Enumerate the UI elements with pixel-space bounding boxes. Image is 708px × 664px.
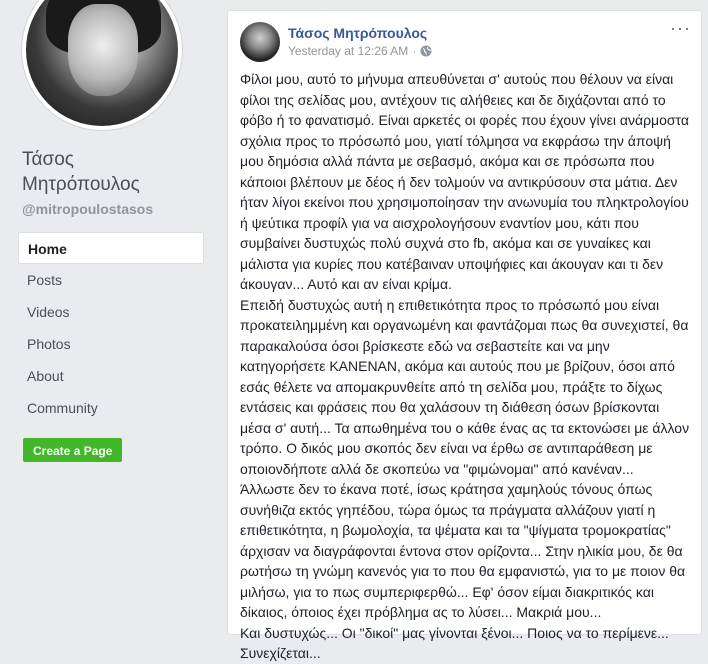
globe-icon[interactable]: [420, 45, 432, 57]
more-options-icon[interactable]: ···: [670, 18, 691, 38]
post-author-name[interactable]: Τάσος Μητρόπουλος: [288, 25, 428, 41]
create-page-button[interactable]: Create a Page: [23, 438, 122, 462]
post-author-avatar[interactable]: [240, 22, 280, 62]
nav-item-videos[interactable]: Videos: [27, 304, 70, 320]
nav-item-about[interactable]: About: [27, 368, 64, 384]
nav-item-community[interactable]: Community: [27, 400, 98, 416]
nav-item-home[interactable]: Home: [18, 232, 204, 264]
profile-picture[interactable]: [22, 0, 182, 130]
post-paragraph: Φίλοι μου, αυτό το μήνυμα απευθύνεται σ' αυτούς που θέλουν να είναι φίλοι της σελίδας μου, αντέχουν τις αλήθειες και δε διχάζονται από το φόβο ή το φανατισμό. Είναι αρκετές οι φορές που έχουν γίνει ανάρμοστα σχόλια προς το πρόσωπό μου, γιατί τόλμησα να εκφράσω την άποψή μου δημόσια αλλά πάντα με σεβασμό, ακόμα και σε πρόσωπα που κάποιοι βλέπουν με δέος ή δεν τολμούν να αντικρύσουν στα μάτια. Δεν ήταν λίγοι εκείνοι που χρησιμοποίησαν την ανωνυμία του πληκτρολογίου ή ψεύτικα προφίλ για να αισχρολογήσουν εναντίον μου, κάτι που συμβαίνει δυστυχώς πολύ συχνά στο fb, ακόμα και σε γυναίκες και μάλιστα για κυρίες που κατέβαιναν υποψήφιες και άκουγαν και τι δεν άκουγαν... Αυτό και αν είναι κρίμα.: [240, 71, 689, 292]
post-timestamp[interactable]: Yesterday at 12:26 AM: [288, 44, 409, 58]
post-body: [240, 69, 690, 664]
meta-separator: ·: [412, 44, 417, 58]
post-meta: [288, 44, 432, 58]
page-nav: [18, 232, 204, 424]
photo-face: [68, 4, 138, 96]
nav-item-photos[interactable]: Photos: [27, 336, 71, 352]
page-name[interactable]: Τάσος Μητρόπουλος: [22, 149, 140, 195]
post-paragraph: Συνεχίζεται...: [240, 645, 321, 661]
profile-photo: [26, 0, 178, 126]
post-card: [227, 10, 702, 661]
nav-item-posts[interactable]: Posts: [27, 272, 63, 288]
left-sidebar: [0, 0, 215, 629]
post-paragraph: Επειδή δυστυχώς αυτή η επιθετικότητα προς το πρόσωπό μου είναι προκατειλημμένη και οργανωμένη και φαντάζομαι πως θα συνεχιστεί, θα παρακαλούσα όσοι βρίσκεστε εδώ να σεβαστείτε και να μην κατηγορήσετε ΚΑΝΕΝΑΝ, ακόμα και αυτούς που με βρίζουν, όσοι από εσάς θέλετε να απομακρυνθείτε από τη σελίδα μου, πράξτε το δίχως εντάσεις και φράσεις που θα χαλάσουν τη διάθεση όσων βρίσκονται μέσα σ' αυτή... Τα απωθημένα του ο κάθε ένας ας τα εκτονώσει με άλλον τρόπο. Ο δικός μου σκοπός δεν είναι να έρθω σε αντιπαράθεση με οποιονδήποτε αλλά δε σκοπεύω να "φιμώνομαι" από κανέναν... Άλλωστε δεν το έκανα ποτέ, ίσως κράτησα χαμηλούς τόνους όπως συνήθιζα εκτός γηπέδου, τώρα όμως τα πράγματα αλλάζουν γιατί η επιθετικότητα, η βωμολοχία, τα ψέματα και τα "ψίγματα τρομοκρατίας" άρχισαν να διαγράφονται έντονα στον ορίζοντα... Στην ηλικία μου, δε θα ρωτήσω τη γνώμη κανενός για το που θα εμφανιστώ, για το με ποιον θα μιλήσω, για το πως συμπεριφερθώ... Εφ' όσον είμαι διακριτικός και δίκαιος, όποιος έχει πρόβλημα ας το λύσει... Μακριά μου...: [240, 296, 690, 620]
page-handle[interactable]: @mitropoulostasos: [22, 201, 154, 217]
post-paragraph: Και δυστυχώς... Οι "δικοί" μας γίνονται ξένοι... Ποιος να το περίμενε...: [240, 624, 669, 641]
